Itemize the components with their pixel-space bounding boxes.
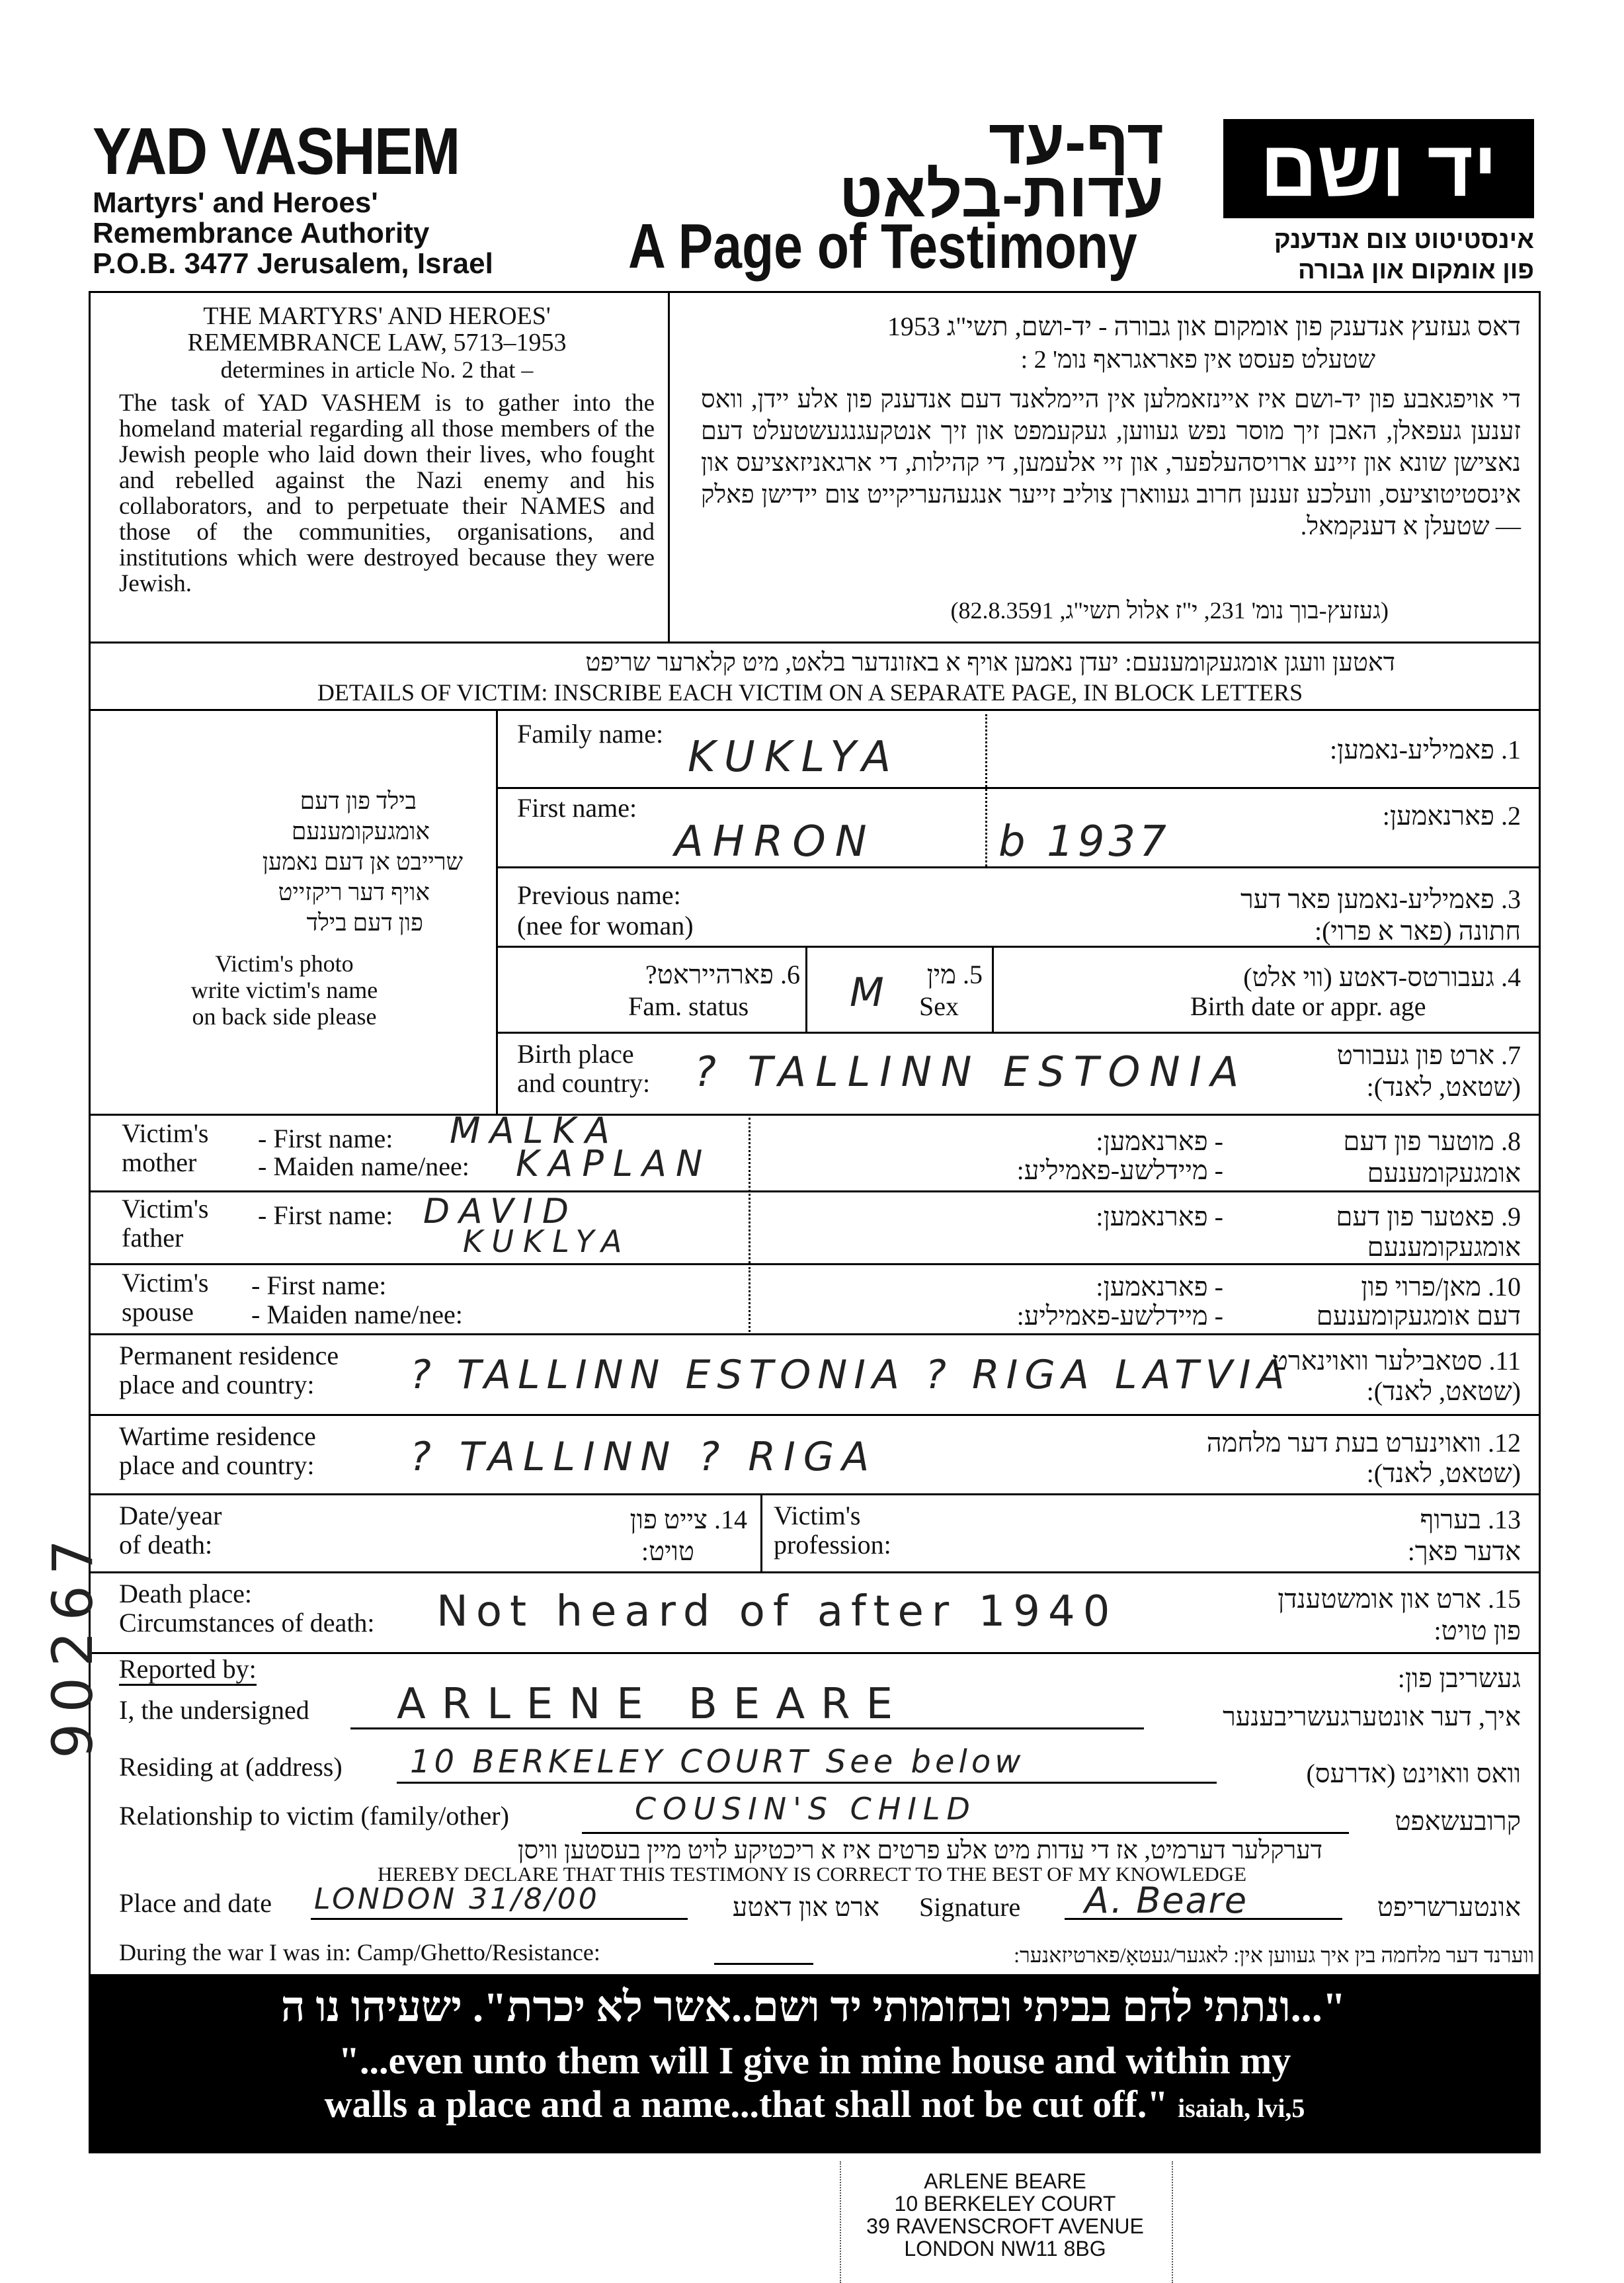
mother-title-1: Victim's (122, 1118, 209, 1148)
war-camp-heb: ווערנד דער מלחמה בין איך געווען אין: לאגער/געטאָ/פארטיזאנער: (1014, 1943, 1534, 1967)
father-second-value[interactable]: KUKLYA (463, 1224, 631, 1259)
mother-heb-first: - פארנאמען: (1096, 1126, 1223, 1156)
address-value[interactable]: 10 BERKELEY COURT See below (410, 1743, 1025, 1780)
stamp-line-2: 10 BERKELEY COURT (894, 2192, 1116, 2216)
birth-place-label-2: and country: (517, 1068, 651, 1098)
spouse-heb-title-2: דעם אומגעקומענעם (1316, 1301, 1521, 1331)
signature-label: Signature (919, 1892, 1021, 1922)
reported-by-heb: געשריבן פון: (1397, 1663, 1521, 1693)
fam-status-label: Fam. status (628, 991, 749, 1021)
first-name-label: First name: (517, 793, 637, 823)
death-place-heb-2: פון טויט: (1434, 1616, 1521, 1645)
family-name-label: Family name: (517, 719, 664, 749)
death-place-heb-1: 15. ארט און אומשטענדן (1278, 1584, 1521, 1614)
father-title-2: father (122, 1223, 184, 1253)
margin-note: 90267 (40, 1528, 105, 1759)
first-name-value[interactable]: AHRON (674, 817, 876, 866)
law-heading-1: THE MARTYRS' AND HEROES' (203, 302, 551, 330)
logo-box: יד ושם (1223, 119, 1534, 218)
heb-title-2: עדות-בלאט (838, 159, 1164, 230)
declare-heb: דערקלער דערמיט, אז די עדות מיט אלע פרטים איז א ריכטיקע לויט מיין בעסטען וויסן (517, 1837, 1322, 1864)
photo-heb-3: שרייבט אן דעם נאמען (262, 849, 463, 875)
father-first-label: - First name: (258, 1200, 393, 1230)
spouse-heb-first: - פארנאמען: (1096, 1272, 1223, 1302)
banner-heb: "...ונתתי להם בביתי ובחומותי יד ושם..אשר לא יכרת". ישעיהו נו ה (280, 1983, 1346, 2030)
relationship-heb: קרובעשאפט (1395, 1806, 1521, 1836)
photo-heb-2: אומגעקומענעם (291, 818, 430, 845)
place-date-heb: ארט און דאטע (732, 1892, 879, 1922)
father-first-value[interactable]: DAVID (423, 1192, 578, 1231)
heb-title-1: דף-עד (989, 106, 1164, 177)
mother-heb-title-2: אומגעקומענעם (1367, 1158, 1521, 1188)
spouse-first-label: - First name: (251, 1270, 387, 1300)
place-date-label: Place and date (119, 1888, 272, 1918)
logo-sub-1: אינסטיטוט צום אנדענק (1274, 226, 1534, 254)
stamp-line-1: ARLENE BEARE (924, 2169, 1086, 2193)
address-underline (397, 1782, 1217, 1784)
org-line-2: Remembrance Authority (93, 217, 430, 249)
row-line-9 (89, 1414, 1541, 1416)
law-divider (668, 291, 670, 643)
mother-heb-maiden: - מיידלשע-פאמיליע: (1016, 1155, 1223, 1185)
perm-residence-label-2: place and country: (119, 1370, 315, 1399)
previous-name-heb-1: 3. פאמיליע-נאמען פאר דער (1240, 884, 1521, 914)
mother-maiden-label: - Maiden name/nee: (258, 1151, 469, 1181)
mother-first-label: - First name: (258, 1124, 393, 1153)
spouse-title-2: spouse (122, 1297, 194, 1327)
death-date-label-1: Date/year (119, 1501, 222, 1530)
law-heb-heading-1: דאס געזעץ אנדענק פון אומקום און גבורה - יד-ושם, תשי"ג 1953 (887, 311, 1521, 341)
war-camp-underline (714, 1963, 813, 1965)
signature-heb: אונטערשריפט (1377, 1892, 1521, 1922)
relationship-label: Relationship to victim (family/other) (119, 1801, 509, 1831)
row-line-1 (496, 787, 1541, 789)
mother-title-2: mother (122, 1147, 197, 1177)
birth-place-value[interactable]: ? TALLINN ESTONIA (694, 1048, 1248, 1096)
law-heading-3: determines in article No. 2 that – (220, 356, 534, 383)
war-residence-label-2: place and country: (119, 1450, 315, 1480)
profession-label-2: profession: (774, 1530, 891, 1559)
name-dotted-divider (985, 714, 987, 866)
death-place-label-1: Death place: (119, 1579, 252, 1608)
war-residence-value[interactable]: ? TALLINN ? RIGA (410, 1434, 877, 1480)
undersigned-heb: איך, דער אונטערגעשריבענער (1223, 1702, 1521, 1731)
spouse-heb-title-1: 10. מאן/פרוי פון (1361, 1272, 1521, 1302)
row-line-4 (496, 1032, 1541, 1034)
first-name-heb: 2. פארנאמען: (1382, 801, 1521, 831)
page-title: A Page of Testimony (628, 211, 1137, 282)
law-heading-2: REMEMBRANCE LAW, 5713–1953 (187, 329, 567, 356)
row-line-8 (89, 1333, 1541, 1335)
death-date-heb-1: 14. צייט פון (629, 1505, 747, 1534)
father-title-1: Victim's (122, 1194, 209, 1224)
war-camp-label: During the war I was in: Camp/Ghetto/Resistance: (119, 1939, 600, 1966)
perm-residence-label-1: Permanent residence (119, 1341, 339, 1370)
row-line-10 (89, 1493, 1541, 1495)
war-residence-label-1: Wartime residence (119, 1421, 316, 1451)
place-date-value[interactable]: LONDON 31/8/00 (314, 1882, 600, 1916)
death-divider (760, 1493, 762, 1571)
law-heb-ref: (געזעץ-בוך נומ' 231, י"ז אלול תשי"ג, 82.8.3591) (950, 597, 1389, 624)
sex-heb: 5. מין (926, 960, 983, 989)
banner-en-2-text: walls a place and a name...that shall not be cut off." (324, 2083, 1168, 2126)
org-line-3: P.O.B. 3477 Jerusalem, Israel (93, 247, 493, 280)
previous-name-label-1: Previous name: (517, 880, 681, 910)
relationship-underline (582, 1832, 1349, 1834)
previous-name-label-2: (nee for woman) (517, 911, 694, 940)
birth-place-label-1: Birth place (517, 1039, 634, 1069)
birth-date-label: Birth date or appr. age (1190, 991, 1426, 1021)
logo-sub-2: פון אומקום און גבורה (1298, 257, 1534, 284)
undersigned-label: I, the undersigned (119, 1695, 309, 1725)
photo-divider (496, 709, 498, 1114)
row-line-6 (89, 1190, 1541, 1192)
status-divider-1 (805, 946, 807, 1032)
profession-label-1: Victim's (774, 1501, 861, 1530)
death-place-label-2: Circumstances of death: (119, 1608, 375, 1638)
banner-ref: isaiah, lvi,5 (1178, 2093, 1305, 2123)
father-heb-first: - פארנאמען: (1096, 1202, 1223, 1231)
row-line-3 (496, 946, 1541, 948)
photo-heb-4: אויף דער ריקזייט (278, 879, 430, 905)
photo-heb-1: בילד פון דעם (300, 788, 417, 814)
father-heb-title-1: 9. פאטער פון דעם (1336, 1202, 1521, 1231)
birth-place-heb-2: (שטאט, לאנד): (1366, 1072, 1521, 1102)
birth-place-heb-1: 7. ארט פון געבורט (1336, 1040, 1521, 1070)
row-line-7 (89, 1263, 1541, 1265)
death-date-label-2: of death: (119, 1530, 213, 1559)
stamp-line-4: LONDON NW11 8BG (904, 2237, 1106, 2261)
mother-heb-title-1: 8. מוטער פון דעם (1343, 1126, 1521, 1156)
row-line-5 (89, 1114, 1541, 1116)
address-label: Residing at (address) (119, 1752, 343, 1782)
spouse-title-1: Victim's (122, 1268, 209, 1298)
stamp-line-3: 39 RAVENSCROFT AVENUE (866, 2214, 1144, 2238)
law-body: The task of YAD VASHEM is to gather into the homeland material regarding all those members of the Jewish people who laid down their lives, who fought and rebelled against the Nazi enemy and his collaborators, and to perpetuate their NAMES and those of the communities, organisations, and institutions which were destroyed because they were Jewish. (119, 390, 655, 597)
birth-date-heb: 4. געבורטס-דאטע (ווי אלט) (1243, 962, 1521, 992)
declare-en: HEREBY DECLARE THAT THIS TESTIMONY IS CORRECT TO THE BEST OF MY KNOWLEDGE (377, 1862, 1247, 1886)
place-date-underline (311, 1918, 688, 1920)
law-heb-heading-2: שטעלט פעסט אין פאראגראף נומ' 2 : (1020, 346, 1375, 374)
father-heb-title-2: אומגעקומענעם (1367, 1232, 1521, 1262)
org-name: YAD VASHEM (93, 114, 460, 188)
law-heb-body: די אויפגאבע פון יד-ושם איז איינזאמלען אין היימלאנד דעם אנדענק פון אלע יידן, וואס זענען געפאלן, האבן זיך מוסר נפש געווען, געקעמפט און זיך אנטקעגנגעשטעלט דעם נאצישן שונא און זיינע ארויסהעלפער, און זיי אלעמען, די קהילות, די ארגאניזאציעס און אינסטיטוציעס, וועלכע זענען חרוב געווארן צוליב זייער אנגעהעריקייט צום יידישן פאלק — שטעלן א דענקמאל. (701, 386, 1521, 540)
spouse-heb-maiden: - מיידלשע-פאמיליע: (1016, 1301, 1223, 1331)
row-line-11 (89, 1571, 1541, 1573)
perm-residence-heb-2: (שטאט, לאנד): (1366, 1376, 1521, 1406)
previous-name-heb-2: חתונה (פאר א פרוי): (1314, 916, 1521, 946)
first-name-extra[interactable]: b 1937 (998, 817, 1170, 866)
sex-label: Sex (919, 991, 959, 1021)
signature-value[interactable]: A. Beare (1084, 1880, 1248, 1921)
spouse-dotted-divider (749, 1267, 751, 1332)
spouse-maiden-label: - Maiden name/nee: (251, 1300, 463, 1329)
war-residence-heb-2: (שטאט, לאנד): (1366, 1458, 1521, 1488)
row-line-12 (89, 1652, 1541, 1654)
perm-residence-value[interactable]: ? TALLINN ESTONIA ? RIGA LATVIA (410, 1352, 1291, 1398)
profession-heb-2: אדער פאך: (1407, 1536, 1521, 1566)
status-divider-2 (992, 946, 994, 1032)
undersigned-value[interactable]: ARLENE BEARE (397, 1680, 909, 1729)
mother-maiden-value[interactable]: KAPLAN (516, 1143, 712, 1184)
family-name-value[interactable]: KUKLYA (688, 733, 901, 782)
reported-by-label: Reported by: (119, 1655, 257, 1686)
photo-en-3: on back side please (192, 1003, 377, 1030)
photo-en-2: write victim's name (190, 977, 378, 1003)
sex-value[interactable]: M (850, 970, 893, 1016)
law-bottom-line (89, 642, 1541, 643)
fam-status-heb: 6. פארהייראט? (645, 960, 800, 989)
family-name-heb: 1. פאמיליע-נאמען: (1330, 735, 1521, 765)
photo-en-1: Victim's photo (215, 950, 354, 977)
details-bottom-line (89, 709, 1541, 711)
org-line-1: Martyrs' and Heroes' (93, 187, 378, 219)
perm-residence-heb-1: 11. סטאבילער וואוינארט (1272, 1346, 1521, 1376)
war-residence-heb-1: 12. וואוינערט בעת דער מלחמה (1206, 1428, 1521, 1458)
mother-first-value[interactable]: MALKA (450, 1110, 619, 1151)
relationship-value[interactable]: COUSIN'S CHILD (635, 1791, 977, 1827)
banner-en-2 (89, 2082, 1541, 2126)
photo-heb-5: פון דעם בילד (306, 909, 423, 936)
banner-en-1: "...even unto them will I give in mine house and within my (338, 2039, 1291, 2082)
death-date-heb-2: טויט: (641, 1536, 694, 1566)
address-heb: וואס וואוינט (אדרעס) (1306, 1759, 1521, 1788)
death-place-value[interactable]: Not heard of after 1940 (436, 1587, 1118, 1636)
details-heb: דאטען וועגן אומגעקומענעם: יעדן נאמען אויף א באזונדער בלאט, מיט קלארער שריפט (585, 649, 1395, 677)
profession-heb-1: 13. בערוף (1420, 1505, 1521, 1534)
row-line-2 (496, 866, 1541, 868)
details-en: DETAILS OF VICTIM: INSCRIBE EACH VICTIM ON A SEPARATE PAGE, IN BLOCK LETTERS (317, 679, 1303, 706)
